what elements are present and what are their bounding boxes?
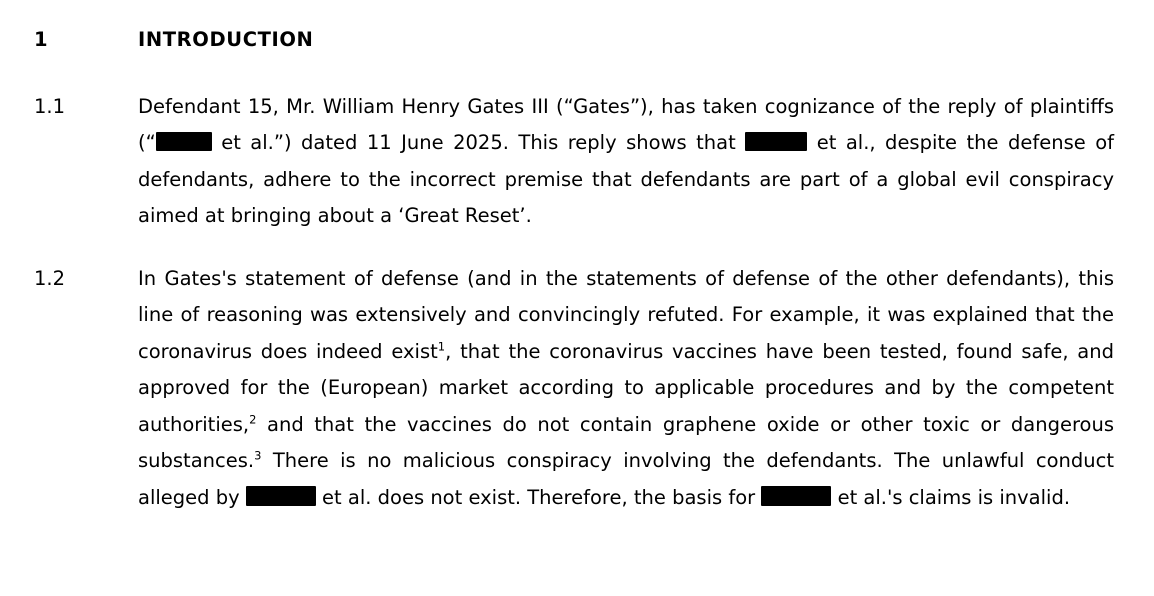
redacted-name bbox=[761, 486, 831, 506]
redacted-name bbox=[156, 132, 212, 151]
section-heading bbox=[34, 22, 1114, 59]
redacted-name bbox=[745, 132, 807, 151]
paragraph-1-1 bbox=[34, 89, 1114, 235]
section-number: 1 bbox=[34, 28, 48, 51]
section-title: INTRODUCTION bbox=[138, 28, 314, 51]
redacted-name bbox=[246, 486, 316, 506]
footnote-marker[interactable]: 1 bbox=[437, 339, 446, 353]
paragraph-number: 1.2 bbox=[34, 266, 66, 290]
paragraph-1-2 bbox=[34, 261, 1114, 517]
footnote-marker[interactable]: 3 bbox=[254, 448, 262, 463]
paragraph-body: Defendant 15, Mr. William Henry Gates III (“Gates”), has taken cognizance of the reply of plaintiffs (“ et al.”) dated 11 June 2025. This reply shows that et al., despite the defense of defendants, adhere to the incorrect premise that defendants are part of a global evil conspiracy aimed at bringing about a ‘Great Reset’. bbox=[138, 94, 1115, 227]
footnote-marker[interactable]: 2 bbox=[249, 412, 257, 426]
paragraph-body: In Gates's statement of defense (and in the statements of defense of the other defendants), this line of reasoning was extensively and convincingly refuted. For example, it was explained that the coronavirus does indeed exist$^1$, that the coronavirus vaccines have been tested, found safe, and approved for the (European) market according to applicable procedures and by the competent authorities,$^2$ and that the vaccines do not contain graphene oxide or other toxic or dangerous substances.$^3$ There is no malicious conspiracy involving the defendants. The unlawful conduct alleged by et al. does not exist. Therefore, the basis for et al.'s claims is invalid. bbox=[138, 266, 1114, 509]
paragraph-number: 1.1 bbox=[34, 94, 66, 118]
